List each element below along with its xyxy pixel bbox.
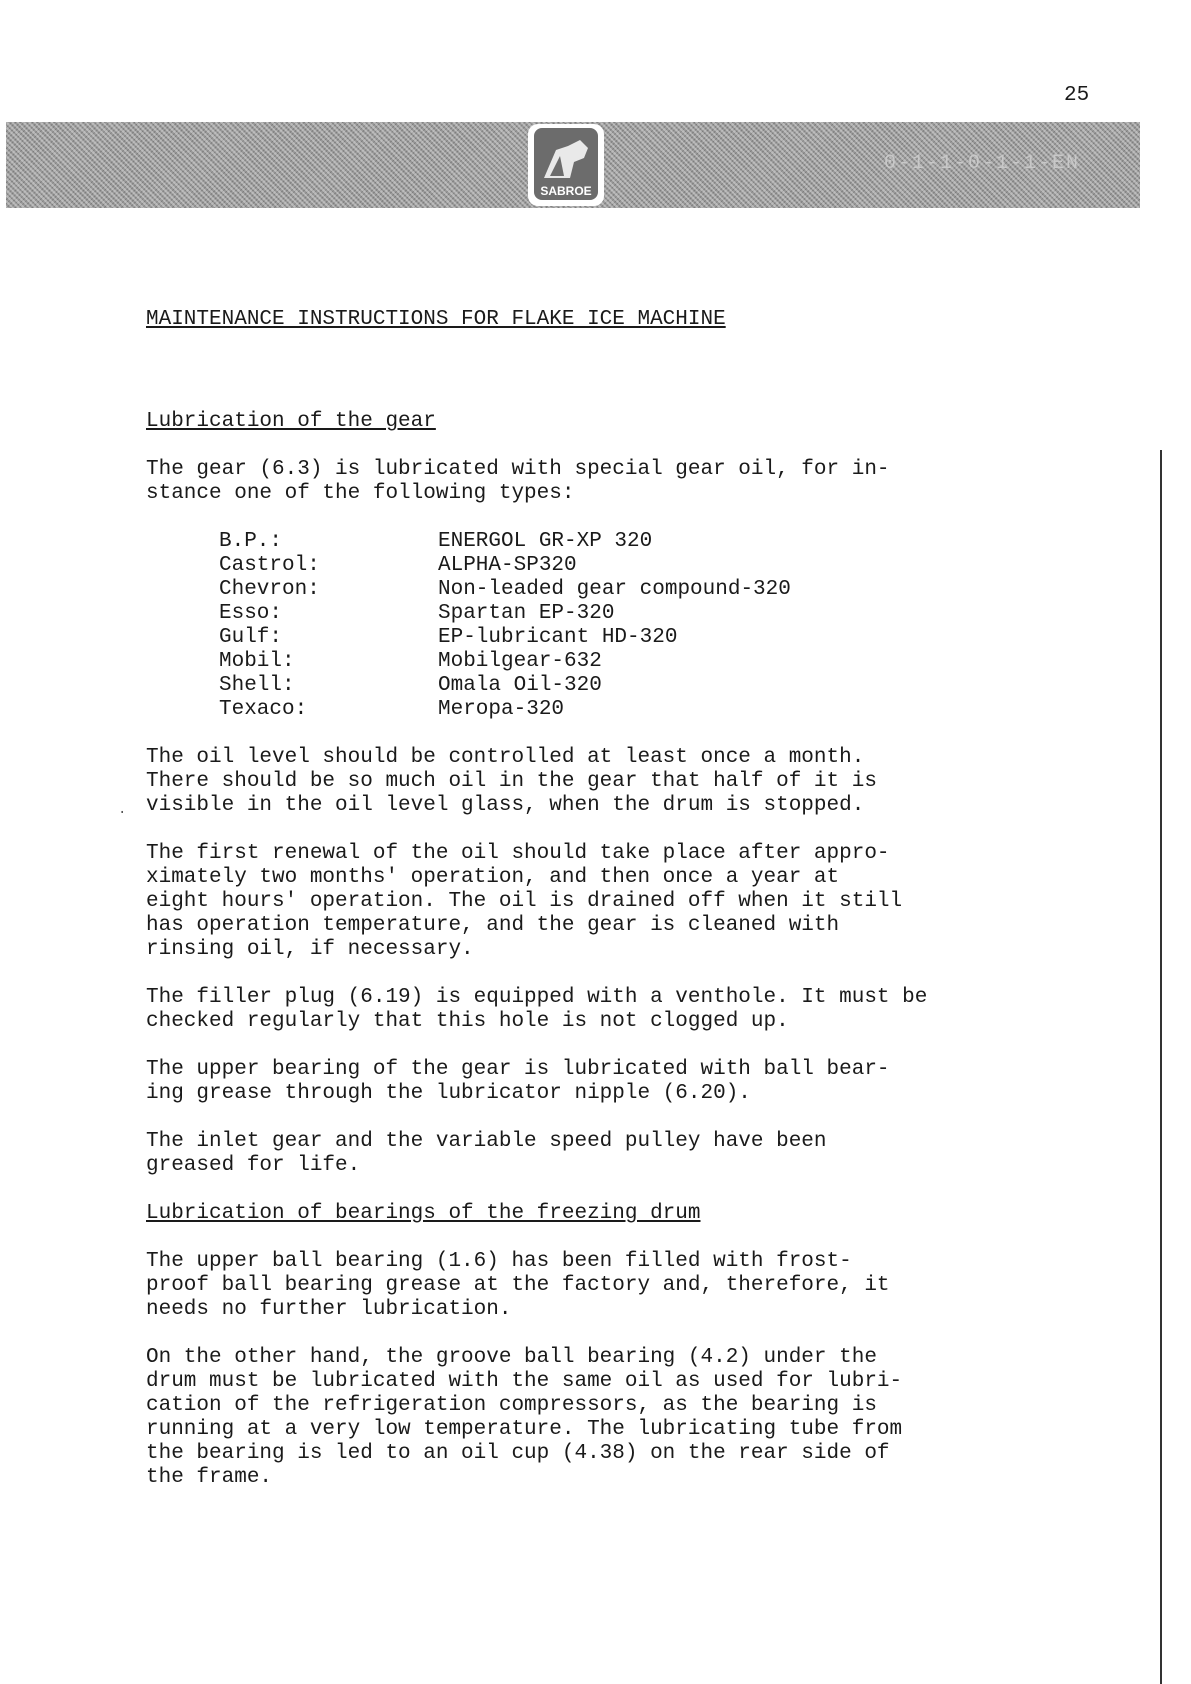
section-heading: Lubrication of bearings of the freezing drum	[146, 1202, 701, 1225]
oil-product: Meropa-320	[438, 698, 565, 721]
oil-product: ALPHA-SP320	[438, 554, 577, 577]
section-gear-lubrication	[146, 410, 1046, 1178]
oil-product: Spartan EP-320	[438, 602, 615, 625]
oil-brand: Esso:	[219, 602, 283, 625]
page-number: 25	[1064, 84, 1090, 107]
oil-brand: B.P.:	[219, 530, 283, 553]
section-heading: Lubrication of the gear	[146, 410, 436, 433]
oil-product: Omala Oil-320	[438, 674, 602, 697]
oil-brand: Gulf:	[219, 626, 283, 649]
oil-brand: Mobil:	[219, 650, 295, 673]
oil-types-table	[219, 530, 1046, 722]
oil-row	[219, 578, 1046, 602]
paragraph-upper-bearing: The upper bearing of the gear is lubricated with ball bear- ing grease through the lubricator nipple (6.20).	[146, 1058, 890, 1105]
paragraph-filler-plug: The filler plug (6.19) is equipped with a venthole. It must be checked regularly that this hole is not clogged up.	[146, 986, 928, 1033]
margin-rule	[1160, 450, 1162, 1684]
sabroe-logo	[528, 124, 604, 206]
paragraph-upper-ball-bearing: The upper ball bearing (1.6) has been filled with frost- proof ball bearing grease at the factory and, therefore, it needs no further lubrication.	[146, 1250, 890, 1321]
section-drum-bearings	[146, 1202, 1046, 1490]
document-body	[146, 308, 1046, 1514]
paragraph-oil-renewal: The first renewal of the oil should take place after appro- ximately two months' operation, and then once a year at eight hours' operation. The oil is drained off when it still has operation temperature, and the gear is cleaned with rinsing oil, if necessary.	[146, 842, 903, 961]
document-title: MAINTENANCE INSTRUCTIONS FOR FLAKE ICE MACHINE	[146, 308, 726, 331]
document-code: 0-1-1-0-1-1-EN	[883, 152, 1080, 175]
intro-paragraph: The gear (6.3) is lubricated with special gear oil, for in- stance one of the following types:	[146, 458, 890, 505]
oil-brand: Chevron:	[219, 578, 320, 601]
oil-product: ENERGOL GR-XP 320	[438, 530, 653, 553]
oil-row	[219, 626, 1046, 650]
logo-text: SABROE	[540, 184, 592, 198]
oil-brand: Castrol:	[219, 554, 320, 577]
oil-row	[219, 650, 1046, 674]
oil-product: Non-leaded gear compound-320	[438, 578, 791, 601]
paragraph-inlet-gear: The inlet gear and the variable speed pulley have been greased for life.	[146, 1130, 827, 1177]
oil-brand: Shell:	[219, 674, 295, 697]
oil-row	[219, 674, 1046, 698]
oil-product: EP-lubricant HD-320	[438, 626, 678, 649]
paragraph-groove-ball-bearing: On the other hand, the groove ball bearing (4.2) under the drum must be lubricated with the same oil as used for lubri- cation of the refrigeration compressors, as the bearing is running at a very low temperature. The lubricating tube from the bearing is led to an oil cup (4.38) on the rear side of the frame.	[146, 1346, 903, 1489]
oil-brand: Texaco:	[219, 698, 308, 721]
polar-bear-icon	[534, 128, 598, 200]
paragraph-oil-level: The oil level should be controlled at least once a month. There should be so much oil in the gear that half of it is visible in the oil level glass, when the drum is stopped.	[146, 746, 877, 817]
margin-mark: ·	[118, 805, 127, 821]
oil-row	[219, 530, 1046, 554]
oil-row	[219, 602, 1046, 626]
oil-row	[219, 554, 1046, 578]
oil-row	[219, 698, 1046, 722]
oil-product: Mobilgear-632	[438, 650, 602, 673]
